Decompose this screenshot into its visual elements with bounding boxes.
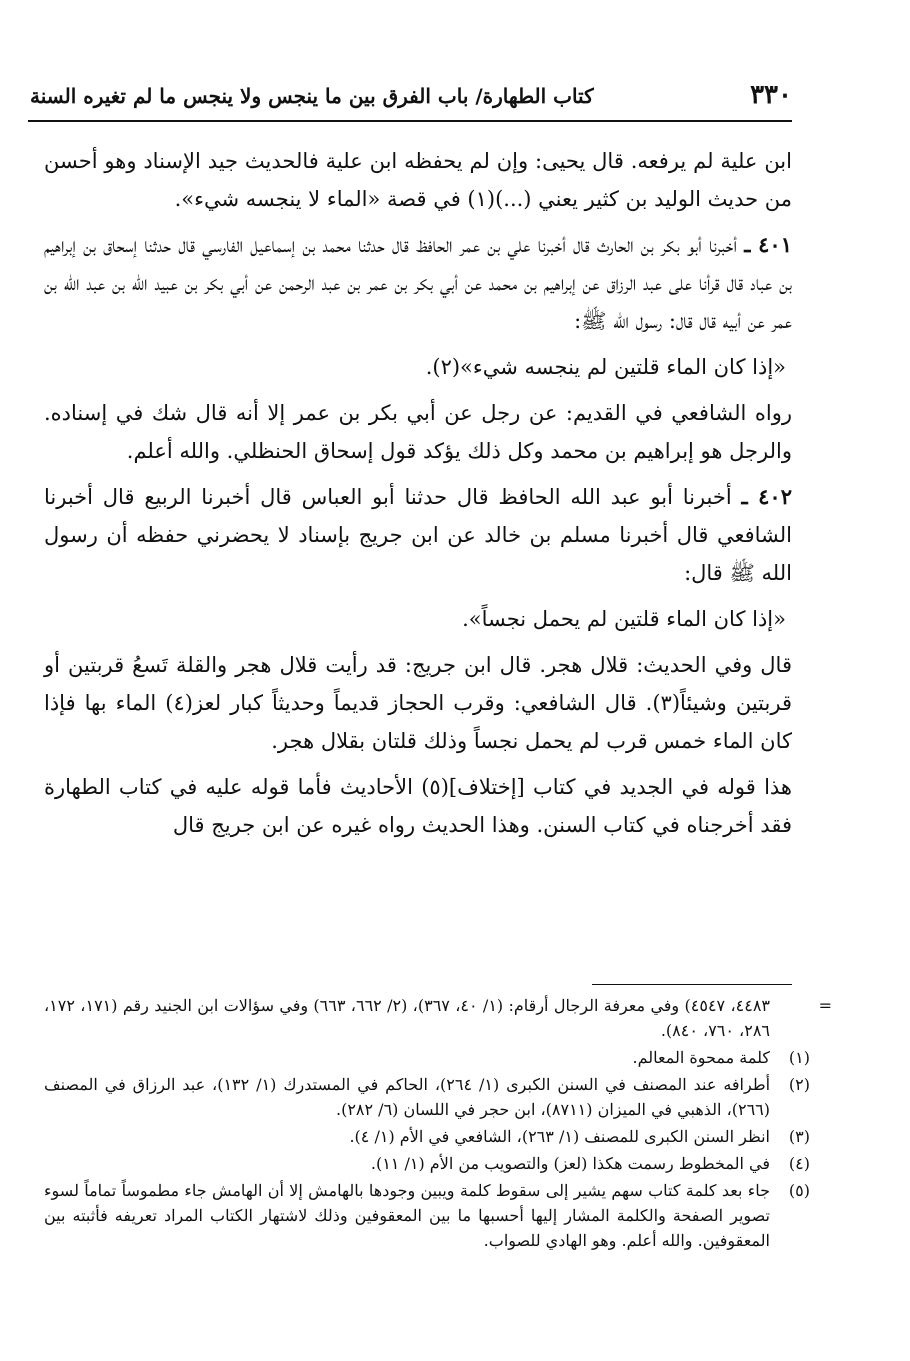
continuation-mark: = — [818, 996, 832, 1015]
paragraph-new-opinion: هذا قوله في الجديد في كتاب [إختلاف](٥) الأحاديث فأما قوله عليه في كتاب الطهارة فقد أخرجناه في كتاب السنن. وهذا الحديث رواه غيره عن ابن جريج قال — [44, 775, 792, 837]
footnote-number: (٥) — [788, 1181, 810, 1200]
running-title: كتاب الطهارة/ باب الفرق بين ما ينجس ولا ينجس ما لم تغيره السنة — [30, 84, 594, 108]
footnote-number: (٤) — [788, 1154, 810, 1173]
footnote-text: انظر السنن الكبرى للمصنف (١/ ٢٦٣)، الشافعي في الأم (١/ ٤). — [349, 1127, 770, 1146]
paragraph-continuation: ابن علية لم يرفعه. قال يحيى: وإن لم يحفظه ابن علية فالحديث جيد الإسناد وهو أحسن من حديث الوليد بن كثير يعني (...)(١) في قصة «الماء لا ينجسه شيء». — [44, 149, 792, 211]
footnote-continuation — [44, 993, 832, 1043]
footnote-text: في المخطوط رسمت هكذا (لعز) والتصويب من الأم (١/ ١١). — [370, 1154, 770, 1173]
hadith-401 — [44, 226, 792, 340]
paragraph-shafii-old: رواه الشافعي في القديم: عن رجل عن أبي بكر بن عمر إلا أنه قال شك في إسناده. والرجل هو إبراهيم بن محمد وكل ذلك يؤكد قول إسحاق الحنظلي. والله أعلم. — [44, 401, 792, 463]
hadith-402 — [44, 478, 792, 592]
hadith-402-isnad: أخبرنا أبو عبد الله الحافظ قال حدثنا أبو العباس قال أخبرنا الربيع قال أخبرنا الشافعي قال أخبرنا مسلم بن خالد عن ابن جريج بإسناد لا يحضرني حفظه أن رسول الله ﷺ قال: — [44, 485, 792, 585]
footnote-number: (٣) — [788, 1127, 810, 1146]
footnote-5 — [44, 1178, 810, 1253]
paragraph-qilal-hajar: قال وفي الحديث: قلال هجر. قال ابن جريج: قد رأيت قلال هجر والقلة تَسعُ قربتين أو قربتين وشيئاً(٣). قال الشافعي: وقرب الحجاز قديماً وحديثاً كبار لعز(٤) الماء بها فإذا كان الماء خمس قرب لم يحمل نجساً وذلك قلتان بقلال هجر. — [44, 653, 792, 753]
main-text — [44, 142, 792, 852]
hadith-402-matn: «إذا كان الماء قلتين لم يحمل نجساً». — [462, 607, 786, 631]
hadith-number-402: ٤٠٢ ـ — [741, 484, 792, 509]
running-header — [30, 80, 792, 118]
hadith-401-matn: «إذا كان الماء قلتين لم ينجسه شيء»(٢). — [425, 355, 786, 379]
footnote-4 — [44, 1151, 810, 1176]
footnote-number: (١) — [788, 1048, 810, 1067]
footnote-2 — [44, 1072, 810, 1122]
hadith-number-401: ٤٠١ ـ — [744, 232, 792, 257]
footnote-rule — [592, 984, 792, 985]
footnote-1 — [44, 1045, 810, 1070]
footnote-number: (٢) — [788, 1075, 810, 1094]
hadith-401-isnad: أخبرنا أبو بكر بن الحارث قال أخبرنا علي بن عمر الحافظ قال حدثنا محمد بن إسماعيل الفارسي قال حدثنا إسحاق بن إبراهيم بن عباد قال قرأنا على عبد الرزاق عن إبراهيم بن محمد عن أبي بكر بن عمر بن عبد الرحمن عن أبي بكر بن عبيد الله بن عبد الله بن عمر عن أبيه قال قال: رسول الله ﷺ: — [44, 233, 792, 333]
header-rule — [28, 120, 792, 122]
footnote-text: جاء بعد كلمة كتاب سهم يشير إلى سقوط كلمة ويبين وجودها بالهامش إلا أن الهامش جاء مطموساً تماماً لسوء تصوير الصفحة والكلمة المشار إليها أحسبها ما بين المعقوفين وذلك لاشتهار الكتاب المراد تعريفه فأثبته بين المعقوفين. والله أعلم. وهو الهادي للصواب. — [44, 1181, 770, 1250]
footnote-3 — [44, 1124, 810, 1149]
footnote-continuation-text: ٤٤٨٣، ٤٥٤٧) وفي معرفة الرجال أرقام: (١/ ٤٠، ٣٦٧)، (٢/ ٦٦٢، ٦٦٣) وفي سؤالات ابن الجنيد رقم (١٧١، ١٧٢، ٢٨٦، ٧٦٠، ٨٤٠). — [44, 996, 771, 1040]
footnote-text: أطرافه عند المصنف في السنن الكبرى (١/ ٢٦٤)، الحاكم في المستدرك (١/ ١٣٢)، عبد الرزاق في المصنف (٢٦٦)، الذهبي في الميزان (٨٧١١)، ابن حجر في اللسان (٦/ ٢٨٢). — [44, 1075, 771, 1119]
page-number: ٣٣٠ — [750, 80, 792, 110]
footnotes — [44, 993, 832, 1255]
footnote-text: كلمة ممحوة المعالم. — [632, 1048, 770, 1067]
